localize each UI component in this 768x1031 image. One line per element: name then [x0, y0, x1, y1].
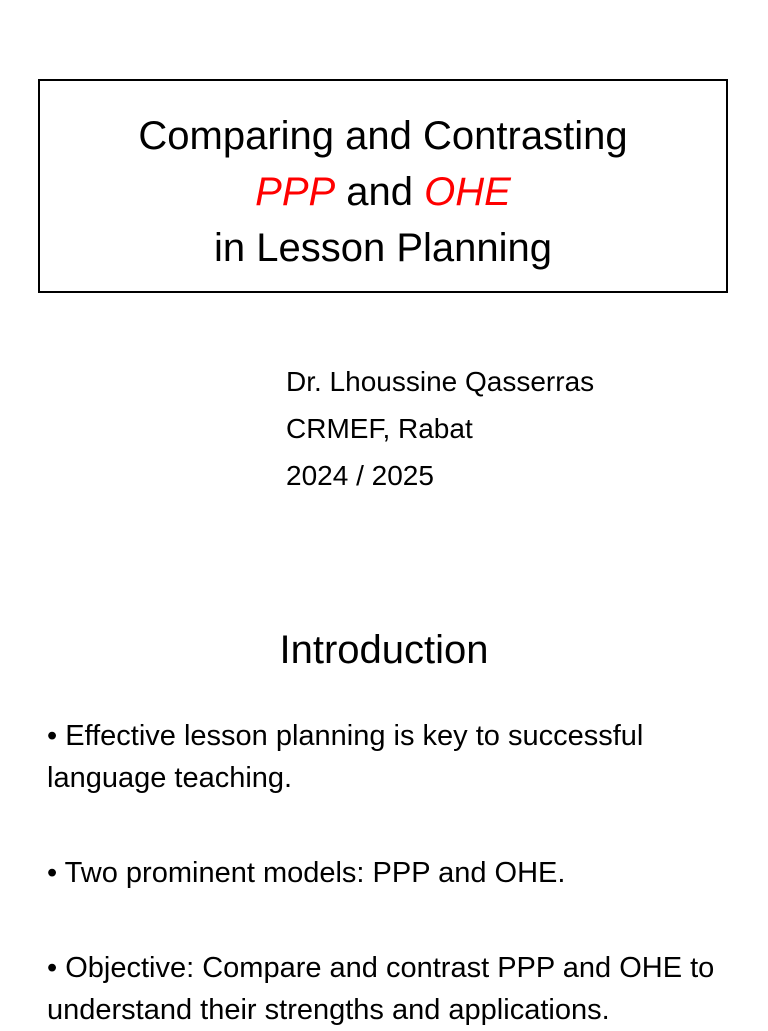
bullet-item: • Objective: Compare and contrast PPP and OHE to understand their strengths and applications.	[47, 952, 715, 1026]
bullet-item: • Effective lesson planning is key to successful language teaching.	[47, 720, 644, 794]
title-term-ohe: OHE	[424, 170, 511, 214]
author-institution: CRMEF, Rabat	[286, 413, 473, 444]
bullet-item: • Two prominent models: PPP and OHE.	[47, 857, 566, 889]
title-line-1: Comparing and Contrasting	[138, 114, 628, 158]
title-box	[38, 79, 728, 293]
title-term-ppp: PPP	[255, 170, 336, 214]
title-line-3: in Lesson Planning	[213, 226, 553, 270]
introduction-bullet-list	[47, 715, 747, 1031]
academic-year: 2024 / 2025	[286, 460, 434, 491]
author-name: Dr. Lhoussine Qasserras	[286, 366, 595, 397]
title-line-2	[40, 164, 726, 220]
title-connector: and	[335, 170, 425, 214]
section-heading-introduction: Introduction	[279, 628, 489, 672]
author-block	[286, 358, 594, 499]
